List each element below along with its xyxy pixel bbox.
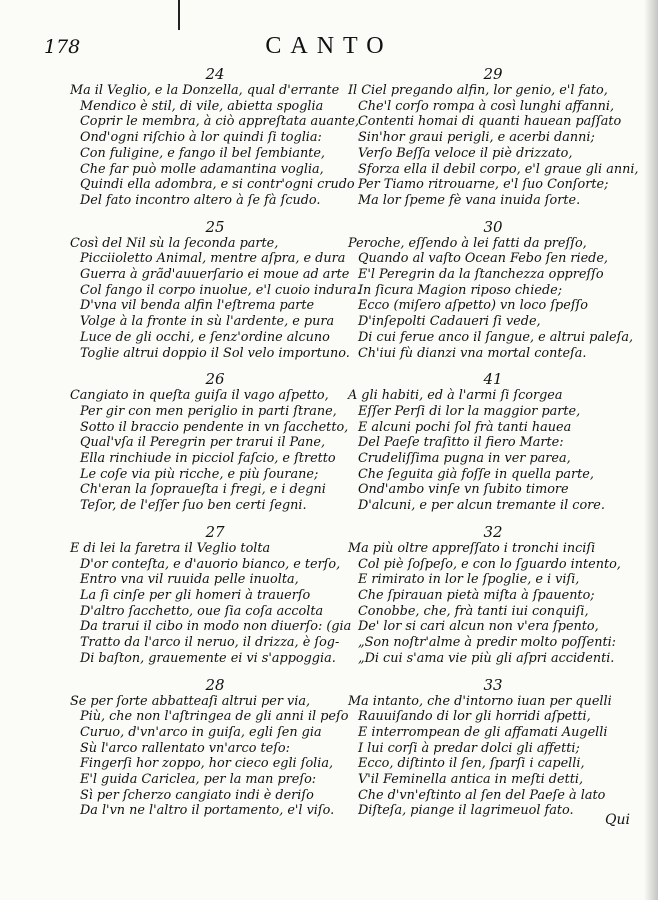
stanza-number: 25	[205, 217, 225, 236]
verse-line: Teſor, de l'eſſer ſuo ben certi ſegni.	[80, 498, 307, 514]
verse-line: Ch'iui fù dianzi vna mortal conteſa.	[358, 345, 587, 361]
verse-line: Coprir le membra, à ciò appreſtata auante,	[80, 114, 360, 130]
verse-line: Mendico è stil, di vile, abietta spoglia	[80, 98, 324, 114]
stanza	[70, 524, 360, 667]
right-column	[348, 66, 638, 829]
stanza	[70, 219, 360, 362]
verse-line: Ma il Veglio, e la Donzella, qual d'errante	[70, 83, 340, 98]
verse-line: Ma più oltre appreſſato i tronchi inciſi	[348, 540, 596, 556]
stanza-number: 27	[205, 522, 225, 541]
verse-line: Diſteſa, piange il lagrimeuol fato.	[358, 803, 574, 819]
verse-line: La ſi cinſe per gli homeri à trauerſo	[80, 587, 311, 603]
verse-line: Le coſe via più ricche, e più ſourane;	[80, 466, 319, 482]
verse-line: In ſicura Magion riposo chiede;	[358, 282, 563, 298]
verse-line: E rimirato in lor le ſpoglie, e i viſi,	[358, 572, 580, 588]
stanza	[70, 677, 360, 820]
stanza-number: 32	[483, 522, 503, 541]
verse-line: Rauuiſando di lor gli horridi aſpetti,	[358, 709, 591, 725]
verse-line: E interrompean de gli affamati Augelli	[358, 724, 608, 740]
catchword: Qui	[605, 812, 630, 828]
verse-line: Col fango il corpo inuolue, e'l cuoio indura.	[80, 282, 361, 298]
stanza	[70, 371, 360, 514]
stanza-number: 29	[483, 65, 503, 83]
verse-line: Quindi ella adombra, e si contr'ogni crudo	[80, 177, 355, 193]
verse-line: Cangiato in queſta guiſa il vago aſpetto,	[70, 388, 329, 404]
stanza	[348, 219, 638, 362]
stanza-number: 30	[483, 217, 503, 236]
verse-line: Da l'vn ne l'altro il portamento, e'l viſo.	[80, 803, 335, 819]
left-column	[70, 66, 360, 829]
verse-line: Che d'vn'eſtinto al ſen del Paeſe à lato	[358, 787, 606, 803]
verse-line: Di cui ferue anco il ſangue, e altrui paleſa,	[358, 329, 634, 345]
verse-line: Che far può molle adamantina voglia,	[80, 161, 324, 177]
verse-line: Che'l corſo rompa à così lunghi affanni,	[358, 98, 615, 114]
verse-line: Ecco, diſtinto il ſen, ſparſi i capelli,	[358, 756, 585, 772]
stanza-number: 41	[483, 370, 503, 389]
verse-line: Che ſpirauan pietà miſta à ſpauento;	[358, 587, 595, 603]
verse-line: Entro vna vil ruuida pelle inuolta,	[80, 572, 299, 588]
verse-line: Sì per ſcherzo cangiato indi è deriſo	[80, 787, 314, 803]
verse-line: „Son noſtr'alme à predir molto poſſenti:	[358, 635, 616, 651]
verse-line: E alcuni pochi ſol frà tanti hauea	[358, 419, 572, 435]
verse-line: Del fato incontro altero à ſe fà ſcudo.	[80, 192, 321, 208]
verse-line: A gli habiti, ed à l'armi ſi ſcorgea	[348, 388, 563, 404]
verse-line: Sforza ella il debil corpo, e'l graue gli anni,	[358, 161, 639, 177]
verse-line: Ecco (miſero aſpetto) vn loco ſpeſſo	[358, 298, 589, 314]
verse-line: E'l Peregrin da la ſtanchezza oppreſſo	[358, 267, 604, 283]
verse-line: D'or conteſta, e d'auorio bianco, e terſo,	[80, 556, 341, 572]
verse-line: „Di cui s'ama vie più gli aſpri accidenti.	[358, 650, 615, 666]
verse-line: Più, che non l'aſtringea de gli anni il peſo	[80, 709, 349, 725]
stanza-number: 33	[483, 675, 503, 694]
verse-line: Con fuligine, e fango il bel ſembiante,	[80, 145, 325, 161]
gutter-shadow	[644, 0, 658, 900]
verse-line: Tratto da l'arco il neruo, il drizza, è ſog-	[80, 635, 340, 651]
verse-line: Che ſeguita già foſſe in quella parte,	[358, 466, 594, 482]
stanza-number: 24	[205, 65, 225, 83]
verse-line: Sin'hor graui perigli, e acerbi danni;	[358, 130, 595, 146]
verse-line: Da trarui il cibo in modo non diuerſo: (gia	[80, 619, 352, 635]
verse-line: Sù l'arco rallentato vn'arco teſo:	[80, 740, 290, 756]
verse-line: Ma lor ſpeme fè vana inuida ſorte.	[358, 192, 581, 208]
verse-line: De' lor si cari alcun non v'era ſpento,	[358, 619, 599, 635]
verse-line: Luce de gli occhi, e ſenz'ordine alcuno	[80, 329, 330, 345]
running-title: CANTO	[265, 33, 393, 59]
stanza-number: 28	[205, 675, 225, 694]
verse-line: Per gir con men periglio in parti ſtrane,	[80, 403, 337, 419]
stanza	[348, 371, 638, 514]
verse-line: Fingerſi hor zoppo, hor cieco egli ſolia,	[80, 756, 334, 772]
verse-line: E'l guida Cariclea, per la man preſo:	[80, 772, 317, 788]
verse-line: Ond'ogni riſchio à lor quindi ſi toglia:	[80, 130, 322, 146]
verse-line: Toglie altrui doppio il Sol velo importuno.	[80, 345, 350, 361]
page-number: 178	[44, 36, 81, 58]
verse-line: Peroche, eſſendo à lei fatti da preſſo,	[348, 235, 587, 251]
verse-line: Di baſton, grauemente ei vi s'appoggia.	[80, 650, 336, 666]
verse-line: E di lei la faretra il Veglio tolta	[70, 540, 271, 556]
verse-line: Crudeliſſima pugna in ver parea,	[358, 451, 571, 467]
verse-line: D'alcuni, e per alcun tremante il core.	[358, 498, 605, 514]
verse-line: Ella rinchiude in picciol faſcio, e ſtretto	[80, 451, 336, 467]
verse-line: Col piè ſoſpeſo, e con lo ſguardo intento,	[358, 556, 621, 572]
stanza	[70, 66, 360, 209]
verse-line: I lui corſi à predar dolci gli affetti;	[358, 740, 580, 756]
verse-line: Se per ſorte abbatteaſi altrui per via,	[70, 693, 311, 709]
verse-line: Così del Nil sù la ſeconda parte,	[70, 235, 279, 251]
verse-line: Il Ciel pregando alfin, lor genio, e'l fato,	[348, 83, 608, 98]
verse-line: V'il Feminella antica in meſti detti,	[358, 772, 584, 788]
verse-line: Per Tiamo ritrouarne, e'l ſuo Conſorte;	[358, 177, 609, 193]
verse-line: Sotto il braccio pendente in vn ſacchetto,	[80, 419, 349, 435]
stanza	[348, 66, 638, 209]
verse-line: Guerra à grãd'auuerſario ei moue ad arte	[80, 267, 350, 283]
verse-line: Contenti homai di quanti hauean paſſato	[358, 114, 622, 130]
verse-line: D'inſepolti Cadaueri ſi vede,	[358, 314, 541, 330]
verse-line: Verſo Beſſa veloce il piè drizzato,	[358, 145, 573, 161]
verse-line: Curuo, d'vn'arco in guiſa, egli ſen gia	[80, 724, 322, 740]
verse-line: Picciioletto Animal, mentre aſpra, e dura	[80, 251, 346, 267]
verse-line: Eſſer Perſi di lor la maggior parte,	[358, 403, 581, 419]
verse-line: Conobbe, che, frà tanti iui conquiſi,	[358, 603, 589, 619]
verse-line: D'altro ſacchetto, oue ſia coſa accolta	[80, 603, 324, 619]
verse-line: D'vna vil benda alfin l'eſtrema parte	[80, 298, 315, 314]
stanza	[348, 677, 638, 820]
verse-line: Volge à la fronte in sù l'ardente, e pura	[80, 314, 335, 330]
verse-line: Ma intanto, che d'intorno iuan per quelli	[348, 693, 612, 709]
stanza	[348, 524, 638, 667]
verse-line: Del Paeſe traſitto il fiero Marte:	[358, 435, 564, 451]
verse-line: Qual'vſa il Peregrin per trarui il Pane,	[80, 435, 326, 451]
verse-line: Ch'eran la ſopraueſta i fregi, e i degni	[80, 482, 326, 498]
edge-mark	[178, 0, 180, 30]
stanza-number: 26	[205, 370, 225, 389]
verse-line: Ond'ambo vinſe vn ſubito timore	[358, 482, 569, 498]
verse-line: Quando al vaſto Ocean Febo ſen riede,	[358, 251, 608, 267]
